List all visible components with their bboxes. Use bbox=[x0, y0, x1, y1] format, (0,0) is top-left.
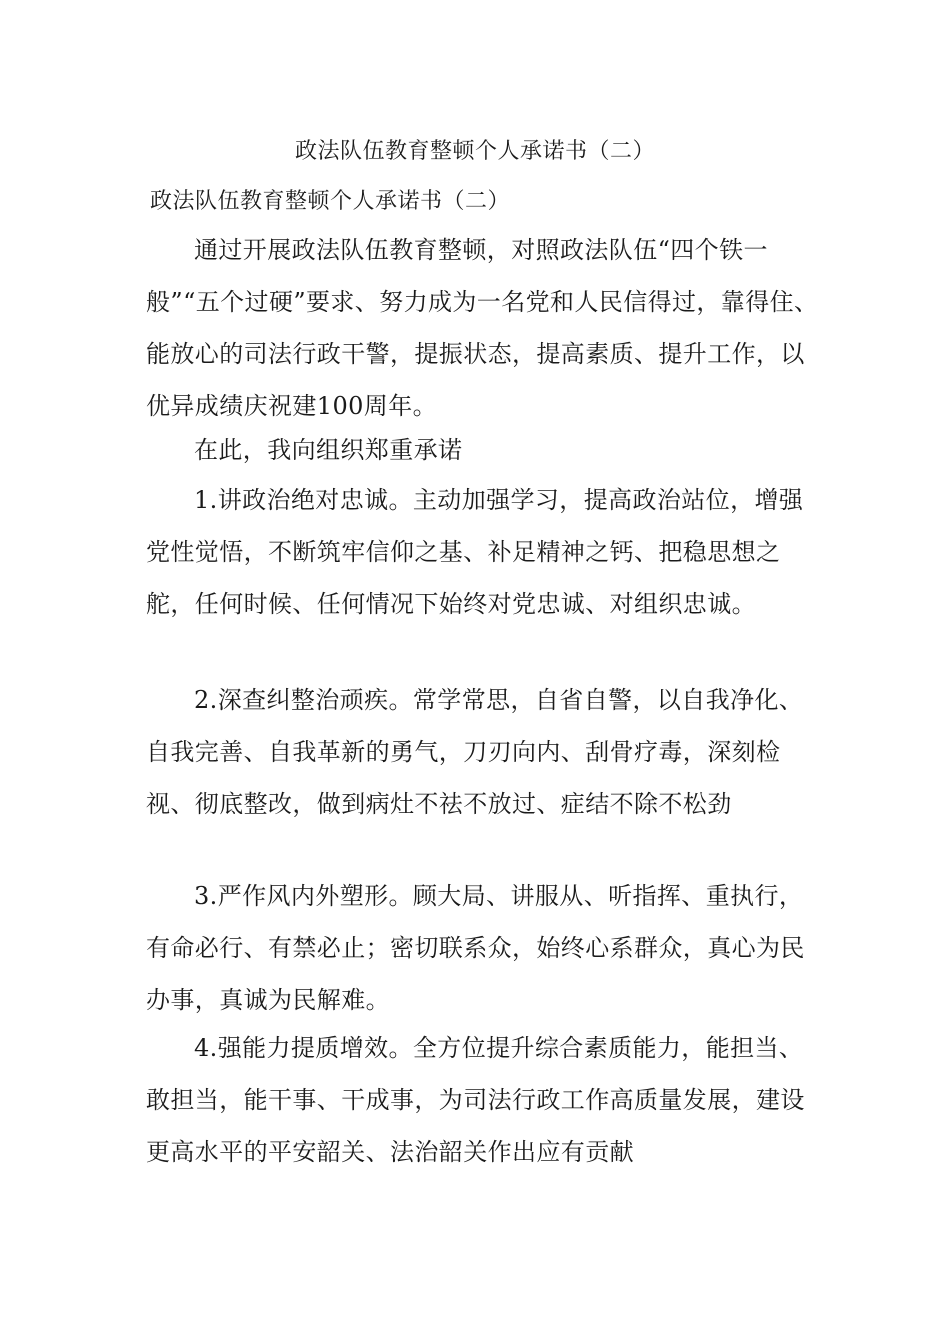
intro-paragraph: 通过开展政法队伍教育整顿，对照政法队伍“四个铁一般”“五个过硬”要求、努力成为一名党和人民信得过，靠得住、能放心的司法行政干警，提振状态，提高素质、提升工作，以优异成绩庆祝建100周年。 bbox=[146, 236, 819, 420]
pledge-item-4: 4.强能力提质增效。全方位提升综合素质能力，能担当、敢担当，能干事、干成事，为司法行政工作高质量发展，建设更高水平的平安韶关、法治韶关作出应有贡献 bbox=[146, 1034, 805, 1166]
document-subtitle: 政法队伍教育整顿个人承诺书（二） bbox=[150, 189, 511, 214]
pledge-item-2: 2.深查纠整治顽疾。常学常思，自省自警，以自我净化、自我完善、自我革新的勇气，刀刃向内、刮骨疗毒，深刻检视、彻底整改，做到病灶不祛不放过、症结不除不松劲 bbox=[146, 686, 804, 818]
pledge-item-3: 3.严作风内外塑形。顾大局、讲服从、听指挥、重执行，有命必行、有禁必止；密切联系众，始终心系群众，真心为民办事，真诚为民解难。 bbox=[146, 882, 805, 1014]
document-title: 政法队伍教育整顿个人承诺书（二） bbox=[294, 139, 655, 164]
pledge-item-1: 1.讲政治绝对忠诚。主动加强学习，提高政治站位，增强党性觉悟，不断筑牢信仰之基、补足精神之钙、把稳思想之舵，任何时候、任何情况下始终对党忠诚、对组织忠诚。 bbox=[146, 486, 804, 618]
pledge-lead-paragraph: 在此，我向组织郑重承诺 bbox=[194, 436, 463, 464]
